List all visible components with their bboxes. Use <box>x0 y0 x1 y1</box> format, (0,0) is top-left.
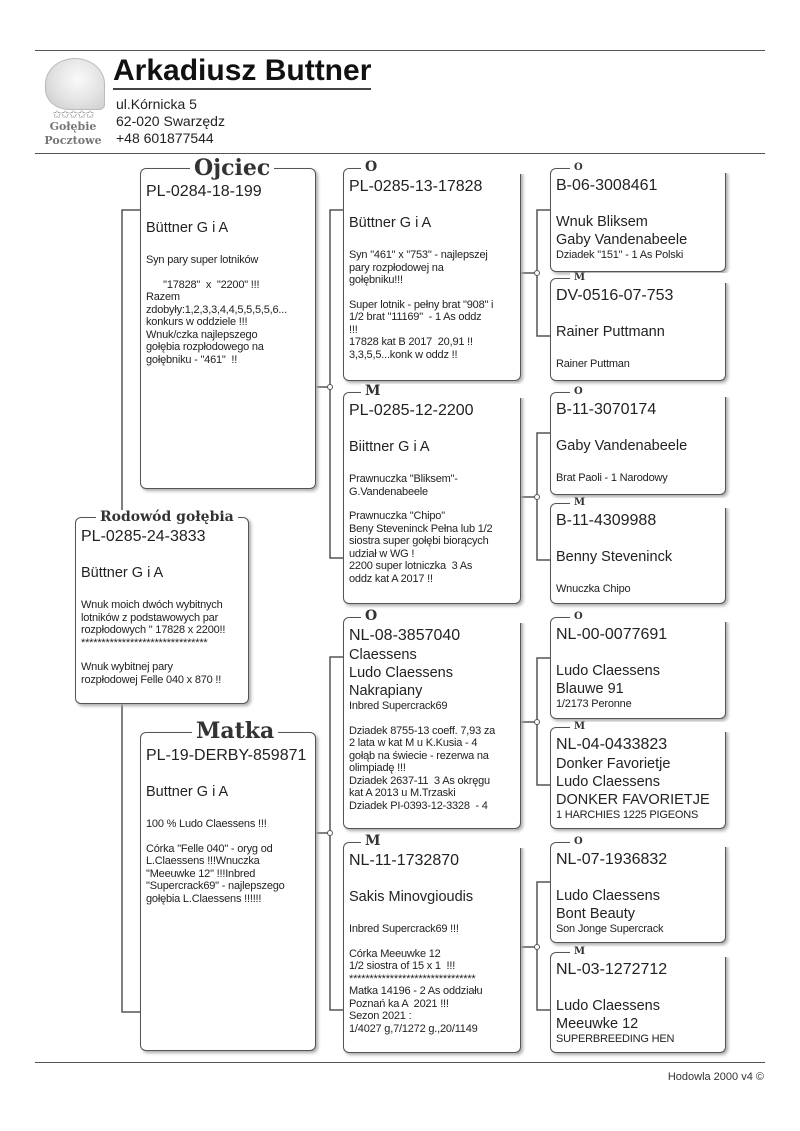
ring-number: NL-08-3857040 <box>349 627 461 644</box>
pigeon-name-line: Büttner G i A <box>349 215 432 231</box>
pedigree-box-ggp <box>550 842 726 943</box>
pigeon-note-line: L.Claessens !!!Wnuczka <box>146 855 260 867</box>
pigeon-note-line: 1 HARCHIES 1225 PIGEONS <box>556 809 699 821</box>
pigeon-note-line: gołębia L.Claessens !!!!!! <box>146 892 262 905</box>
junction-dot <box>535 271 540 276</box>
ring-number: NL-07-1936832 <box>556 851 668 868</box>
pigeon-note-line: Matka 14196 - 2 As oddziału <box>349 985 483 997</box>
pigeon-note-line: 1/2 brat "11169" - 1 As oddz <box>349 311 482 323</box>
box-label: O <box>361 609 547 623</box>
pigeon-note-line: Rainer Puttman <box>556 358 630 370</box>
spacer <box>81 547 248 564</box>
pedigree-box-mother <box>140 732 316 1051</box>
box-label: Ojciec <box>190 157 274 179</box>
pigeon-note-line: 2 lata w kat M u K.Kusia - 4 <box>349 737 478 749</box>
pigeon-name-line: Gaby Vandenabeele <box>556 232 688 248</box>
pigeon-note-line: Sezon 2021 : <box>349 1010 412 1022</box>
pigeon-note-line: Super lotnik - pełny brat "908" i <box>349 298 494 311</box>
pigeon-note-line: Poznań ka A 2021 !!! <box>349 997 449 1010</box>
junction-dot <box>328 385 333 390</box>
pedigree-box-ggp <box>550 727 726 829</box>
spacer <box>146 237 315 254</box>
pigeon-note-line: rozpłodowych " 17828 x 2200!! <box>81 624 226 636</box>
pigeon-name-line: Büttner G i A <box>81 565 164 581</box>
spacer <box>81 649 248 661</box>
pigeon-note-line: konkurs w oddziele !!! <box>146 316 248 328</box>
box-label: O <box>361 160 547 174</box>
spacer <box>349 498 520 510</box>
box-label: M <box>570 722 754 732</box>
pedigree-box-paternal-grandfather <box>343 168 521 381</box>
pigeon-note-line: Prawnuczka "Chipo" <box>349 510 445 522</box>
spacer <box>146 766 315 783</box>
pigeon-note-line: Wnuczka Chipo <box>556 583 631 595</box>
pigeon-note-line: !!! <box>349 323 358 336</box>
ring-number: PL-0285-24-3833 <box>81 528 206 545</box>
spacer <box>146 801 315 818</box>
spacer <box>556 531 725 548</box>
pigeon-note-line: udział w WG ! <box>349 547 415 560</box>
pedigree-box-maternal-grandfather <box>343 617 521 829</box>
box-label: Rodowód gołębia <box>96 510 238 524</box>
box-label: O <box>570 163 754 173</box>
pigeon-note-line: 1/2 siostra of 15 x 1 !!! <box>349 960 456 972</box>
spacer <box>146 831 315 843</box>
spacer <box>349 906 520 923</box>
pedigree-box-ggp <box>550 168 726 272</box>
pigeon-note-line: Son Jonge Supercrack <box>556 923 664 935</box>
spacer <box>556 645 725 662</box>
pigeon-note-line: zdobyły:1,2,3,3,4,4,5,5,5,5,6... <box>146 303 287 316</box>
ring-number: PL-0285-13-17828 <box>349 178 483 195</box>
pedigree-box-ggp <box>550 617 726 719</box>
pigeon-note-line: Dziadek "151" - 1 As Polski <box>556 249 684 261</box>
pigeon-note-line: gołąb na świecie - rezerwa na <box>349 749 489 762</box>
box-label: O <box>570 837 754 847</box>
pigeon-note-line: Dziadek 2637-11 3 As okręgu <box>349 774 490 787</box>
box-label: M <box>570 273 754 283</box>
pigeon-name-line: Ludo Claessens <box>349 665 453 681</box>
pedigree-box-ggp <box>550 278 726 381</box>
pigeon-note-line: gołębia rozpłodowego na <box>146 341 264 353</box>
pigeon-note-line: Inbred Supercrack69 <box>349 700 448 712</box>
pigeon-note-line: ******************************* <box>349 972 476 985</box>
pigeon-name-line: DONKER FAVORIETJE <box>556 792 710 808</box>
box-label: M <box>570 947 754 957</box>
pigeon-note-line: gołębniku - "461" !! <box>146 353 238 366</box>
pigeon-note-line: ******************************* <box>81 636 208 649</box>
ring-number: DV-0516-07-753 <box>556 287 674 304</box>
pigeon-note-line: kat A 2013 u M.Trzaski <box>349 787 456 799</box>
pigeon-note-line: Beny Steveninck Pełna lub 1/2 <box>349 522 493 535</box>
pigeon-note-line: rozpłodowej Felle 040 x 870 !! <box>81 673 222 686</box>
spacer <box>349 197 520 214</box>
pigeon-note-line: 2200 super lotniczka 3 As <box>349 560 473 572</box>
pigeon-name-line: Büttner G i A <box>146 220 229 236</box>
pedigree-box-ggp <box>550 503 726 604</box>
pigeon-note-line: Brat Paoli - 1 Narodowy <box>556 472 668 484</box>
pigeon-name-line: Ludo Claessens <box>556 663 660 679</box>
spacer <box>349 456 520 473</box>
pigeon-name-line: Blauwe 91 <box>556 681 624 697</box>
ring-number: PL-0285-12-2200 <box>349 402 474 419</box>
pigeon-note-line: Wnuk wybitnej pary <box>81 661 173 673</box>
spacer <box>349 936 520 948</box>
pedigree-box-ggp <box>550 952 726 1053</box>
pigeon-name-line: Nakrapiany <box>349 683 423 699</box>
pigeon-note-line: 1/2173 Peronne <box>556 698 632 710</box>
pigeon-name-line: Benny Steveninck <box>556 549 673 565</box>
pigeon-note-line: pary rozpłodowej na <box>349 261 444 274</box>
ring-number: NL-00-0077691 <box>556 626 668 643</box>
pigeon-name-line: Ludo Claessens <box>556 774 660 790</box>
pigeon-name-line: Meeuwke 12 <box>556 1016 639 1032</box>
spacer <box>556 566 725 583</box>
pedigree-box-paternal-grandmother <box>343 392 521 604</box>
pigeon-note-line: 17828 kat B 2017 20,91 !! <box>349 336 473 348</box>
pedigree-box-subject <box>75 517 249 704</box>
spacer <box>556 306 725 323</box>
ring-number: NL-03-1272712 <box>556 961 668 978</box>
pedigree-box-father <box>140 168 316 489</box>
pigeon-note-line: 1/4027 g,7/1272 g.,20/1149 <box>349 1022 478 1035</box>
logo-text: Gołębie <box>49 120 97 133</box>
pigeon-name-line: Bont Beauty <box>556 906 635 922</box>
pigeon-note-line: G.Vandenabeele <box>349 485 428 498</box>
spacer <box>556 196 725 213</box>
footer-credit: Hodowla 2000 v4 © <box>667 1071 764 1083</box>
ring-number: B-11-4309988 <box>556 512 657 529</box>
pigeon-name-line: Buttner G i A <box>146 784 229 800</box>
spacer <box>146 267 315 279</box>
box-label: Matka <box>192 720 278 742</box>
junction-dot <box>535 495 540 500</box>
pigeon-name-line: Claessens <box>349 647 417 663</box>
box-label: O <box>570 387 754 397</box>
spacer <box>349 232 520 249</box>
box-label: M <box>361 834 547 848</box>
phone: +48 601877544 <box>116 130 214 146</box>
spacer <box>556 980 725 997</box>
pigeon-name-line: Biittner G i A <box>349 439 430 455</box>
box-label: M <box>570 498 754 508</box>
spacer <box>349 871 520 888</box>
pigeon-note-line: Dziadek PI-0393-12-3328 - 4 <box>349 799 488 812</box>
pigeon-note-line: 3,3,5,5...konk w oddz !! <box>349 348 458 361</box>
ring-number: NL-04-0433823 <box>556 736 668 753</box>
pigeon-note-line: "Meeuwke 12" !!!Inbred <box>146 867 256 880</box>
breeder-name: Arkadiusz Buttner <box>113 54 371 90</box>
pigeon-note-line: gołębniku!!! <box>349 274 403 286</box>
spacer <box>81 582 248 599</box>
pigeon-note-line: Wnuk moich dwóch wybitnych <box>81 599 223 611</box>
pigeon-name-line: Rainer Puttmann <box>556 324 665 340</box>
junction-dot <box>535 945 540 950</box>
pigeon-note-line: siostra super gołębi biorących <box>349 535 489 547</box>
pigeon-note-line: Inbred Supercrack69 !!! <box>349 923 459 935</box>
ring-number: NL-11-1732870 <box>349 852 460 869</box>
box-label: M <box>361 384 547 398</box>
junction-dot <box>328 831 333 836</box>
address-city: 62-020 Swarzędz <box>116 113 225 129</box>
junction-dot <box>535 720 540 725</box>
pigeon-note-line: olimpiadę !!! <box>349 762 406 774</box>
pigeon-note-line: Dziadek 8755-13 coeff. 7,93 za <box>349 724 496 737</box>
pigeon-name-line: Sakis Minovgioudis <box>349 889 474 905</box>
pedigree-box-maternal-grandmother <box>343 842 521 1053</box>
pedigree-box-ggp <box>550 392 726 495</box>
spacer <box>556 455 725 472</box>
pigeon-name-line: Donker Favorietje <box>556 756 671 772</box>
pigeon-note-line: oddz kat A 2017 !! <box>349 572 433 585</box>
spacer <box>349 421 520 438</box>
pigeon-name-line: Ludo Claessens <box>556 998 660 1014</box>
spacer <box>146 202 315 219</box>
ring-number: PL-19-DERBY-859871 <box>146 747 307 764</box>
pigeon-note-line: Syn pary super lotników <box>146 254 259 266</box>
spacer <box>556 420 725 437</box>
address-street: ul.Kórnicka 5 <box>116 96 197 112</box>
pigeon-note-line: "17828" x "2200" !!! <box>146 278 260 291</box>
spacer <box>556 870 725 887</box>
pigeon-name-line: Wnuk Bliksem <box>556 214 648 230</box>
logo-text: Pocztowe <box>44 134 102 147</box>
ring-number: PL-0284-18-199 <box>146 183 262 200</box>
pigeon-note-line: SUPERBREEDING HEN <box>556 1033 675 1045</box>
pigeon-note-line: lotników z podstawowych par <box>81 611 219 624</box>
pigeon-note-line: "Supercrack69" - najlepszego <box>146 880 285 892</box>
pigeon-note-line: Córka Meeuwke 12 <box>349 947 441 960</box>
stars-icon: ✩✩✩✩✩ <box>52 109 94 121</box>
box-label: O <box>570 612 754 622</box>
bracket-father <box>330 210 343 558</box>
spacer <box>556 341 725 358</box>
pigeon-note-line: Prawnuczka "Bliksem"- <box>349 473 458 485</box>
ring-number: B-11-3070174 <box>556 401 657 418</box>
pigeon-note-line: Razem <box>146 291 180 303</box>
pigeon-note-line: Syn "461" x "753" - najlepszej <box>349 249 488 261</box>
pigeon-name-line: Ludo Claessens <box>556 888 660 904</box>
spacer <box>349 287 520 299</box>
pigeon-note-line: Córka "Felle 040" - oryg od <box>146 842 273 855</box>
pigeon-note-line: Wnuk/czka najlepszego <box>146 328 258 341</box>
pigeon-name-line: Gaby Vandenabeele <box>556 438 688 454</box>
pigeon-note-line: 100 % Ludo Claessens !!! <box>146 818 267 830</box>
spacer <box>349 713 520 725</box>
ring-number: B-06-3008461 <box>556 177 658 194</box>
